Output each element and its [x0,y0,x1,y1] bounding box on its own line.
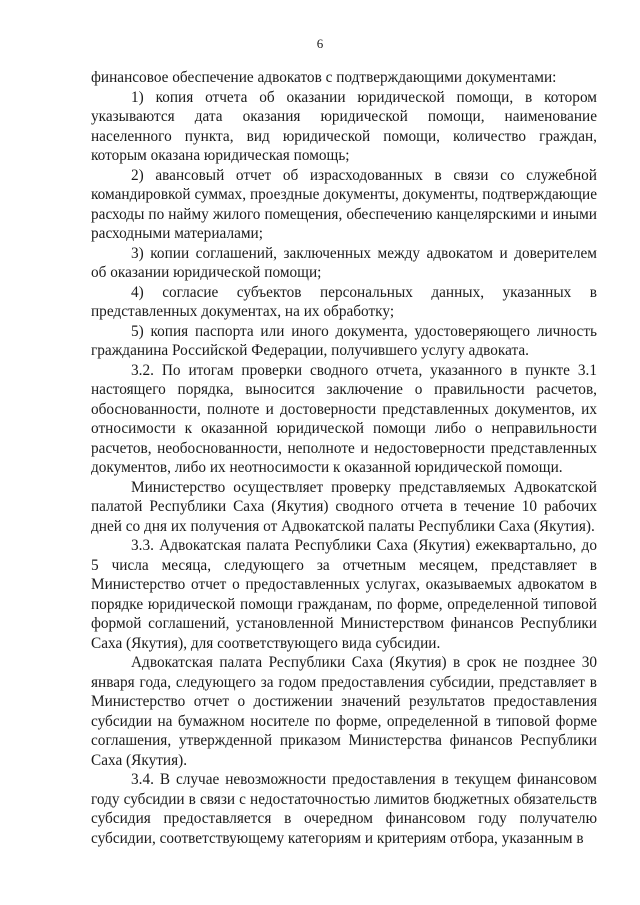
list-item-1: 1) копия отчета об оказании юридической помощи, в котором указываются дата оказания юридической помощи, наименование населенного пункта, вид юридической помощи, количество граждан, которым оказана юридическая помощь; [91,88,597,164]
list-item-4: 4) согласие субъектов персональных данных, указанных в представленных документах, на их обработку; [91,283,597,320]
clause-3-2: 3.2. По итогам проверки сводного отчета, указанного в пункте 3.1 настоящего порядка, выносится заключение о правильности расчетов, обоснованности, полноте и достоверности представленных документов, их относимости к оказанной юридической помощи либо о неправильности расчетов, необоснованности, неполноте и недостоверности представленных документов, либо их неотносимости к оказанной юридической помощи. [91,361,597,476]
document-body [91,68,597,848]
list-item-5: 5) копия паспорта или иного документа, удостоверяющего личность гражданина Российской Федерации, получившего услугу адвоката. [91,322,597,359]
list-item-3: 3) копии соглашений, заключенных между адвокатом и доверителем об оказании юридической помощи; [91,244,597,281]
list-item-2: 2) авансовый отчет об израсходованных в связи со служебной командировкой суммах, проездные документы, документы, подтверждающие расходы по найму жилого помещения, обеспечению канцелярскими и иными расходными материалами; [91,166,597,242]
clause-3-3: 3.3. Адвокатская палата Республики Саха (Якутия) ежеквартально, до 5 числа месяца, следующего за отчетным месяцем, представляет в Министерство отчет о предоставленных услугах, оказываемых адвокатом в порядке юридической помощи гражданам, по форме, определенной типовой формой соглашений, установленной Министерством финансов Республики Саха (Якутия), для соответствующего вида субсидии. [91,537,597,652]
clause-3-4: 3.4. В случае невозможности предоставления в текущем финансовом году субсидии в связи с недостаточностью лимитов бюджетных обязательств субсидия предоставляется в очередном финансовом году получателю субсидии, соответствующему категориям и критериям отбора, указанным в [91,771,597,847]
clause-3-2-ministry: Министерство осуществляет проверку представляемых Адвокатской палатой Республики Саха (Якутия) сводного отчета в течение 10 рабочих дней со дня их получения от Адвокатской палаты Республики Саха (Якутия). [91,478,597,535]
paragraph-intro: финансовое обеспечение адвокатов с подтверждающими документами: [91,69,557,86]
page-number: 6 [316,36,324,51]
clause-3-3-annual-report: Адвокатская палата Республики Саха (Якутия) в срок не позднее 30 января года, следующего за годом предоставления субсидии, представляет в Министерство отчет о достижении значений результатов предоставления субсидии на бумажном носителе по форме, определенной в типовой форме соглашения, утвержденной приказом Министерства финансов Республики Саха (Якутия). [91,654,597,769]
